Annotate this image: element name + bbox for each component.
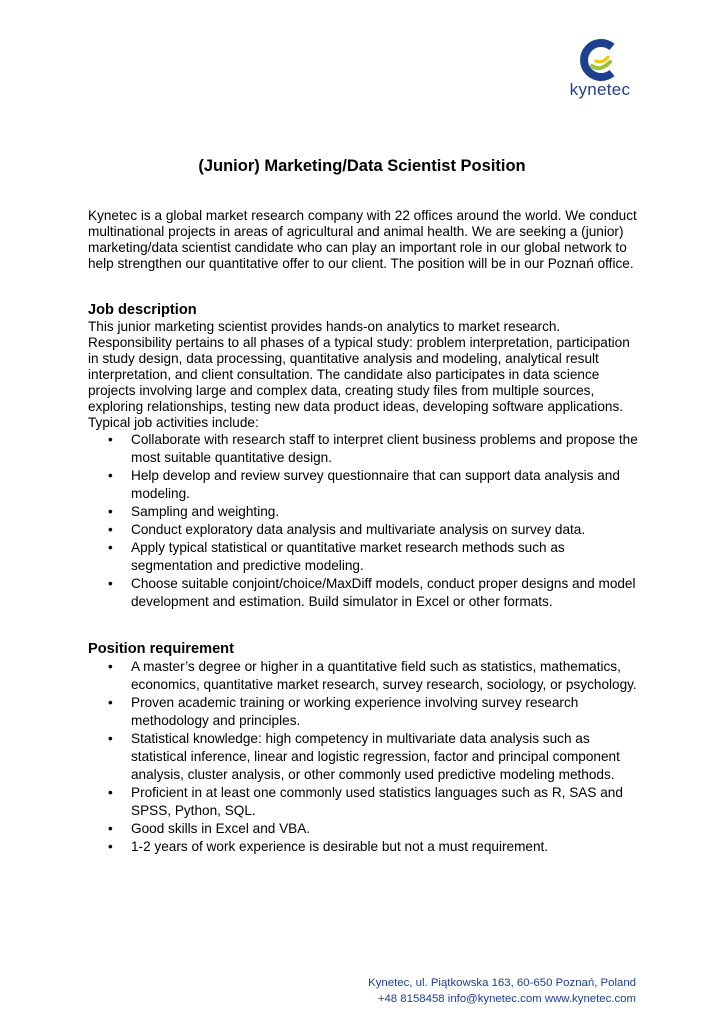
bullet-icon: • (108, 540, 113, 555)
page-title: (Junior) Marketing/Data Scientist Position (198, 157, 526, 175)
footer-address: Kynetec, ul. Piątkowska 163, 60-650 Poznań, Poland (368, 977, 636, 989)
intro-paragraph: Kynetec is a global market research company with 22 offices around the world. We conduct multinational projects in areas of agricultural and animal health. We are seeking a (junior) marketing/data scientist candidate who can play an important role in our global network to help strengthen our quantitative offer to our client. The position will be in our Poznań office. (88, 208, 637, 271)
job-description-heading: Job description (88, 302, 197, 318)
list-item: • Choose suitable conjoint/choice/MaxDiff models, conduct proper designs and model development and estimation. Build simulator in Excel or other formats. (108, 576, 636, 609)
position-requirement-heading: Position requirement (88, 641, 234, 657)
job-activities-list (108, 431, 640, 611)
list-item: • Conduct exploratory data analysis and multivariate analysis on survey data. (108, 522, 586, 537)
list-item: • Collaborate with research staff to interpret client business problems and propose the most suitable quantitative design. (108, 432, 638, 465)
footer-contact: +48 8158458 info@kynetec.com www.kynetec.com (377, 993, 636, 1005)
bullet-icon: • (108, 731, 113, 746)
bullet-icon: • (108, 695, 113, 710)
bullet-icon: • (108, 785, 113, 800)
list-item: • Apply typical statistical or quantitative market research methods such as segmentation and predictive modeling. (108, 540, 565, 573)
list-item: • 1-2 years of work experience is desirable but not a must requirement. (108, 839, 549, 854)
bullet-icon: • (108, 504, 113, 519)
job-description-paragraph: This junior marketing scientist provides hands-on analytics to market research. Responsibility pertains to all phases of a typical study: problem interpretation, participation in study design, data processing, quantitative analysis and modeling, analytical result interpretation, and client consultation. The candidate also participates in data science projects involving large and complex data, creating study files from multiple sources, exploring relationships, testing new data product ideas, developing software applications. Typical job activities include: (88, 319, 630, 430)
page-footer (368, 975, 636, 1007)
list-item: • Help develop and review survey questionnaire that can support data analysis and modeling. (108, 468, 620, 501)
list-item: • A master’s degree or higher in a quantitative field such as statistics, mathematics, economics, quantitative market research, survey research, sociology, or psychology. (108, 659, 637, 692)
list-item: • Good skills in Excel and VBA. (108, 821, 311, 836)
bullet-icon: • (108, 839, 113, 854)
logo-wordmark: kynetec (569, 80, 631, 99)
requirements-list (108, 658, 640, 856)
list-item: • Statistical knowledge: high competency in multivariate data analysis such as statistical inference, linear and logistic regression, factor and principal component analysis, cluster analysis, or other commonly used predictive modeling methods. (108, 731, 620, 782)
company-logo (566, 38, 634, 100)
list-item: • Proven academic training or working experience involving survey research methodology and principles. (108, 695, 579, 728)
kynetec-c-logo-icon (576, 38, 620, 82)
list-item: • Proficient in at least one commonly used statistics languages such as R, SAS and SPSS, Python, SQL. (108, 785, 623, 818)
bullet-icon: • (108, 576, 113, 591)
bullet-icon: • (108, 522, 113, 537)
bullet-icon: • (108, 821, 113, 836)
bullet-icon: • (108, 659, 113, 674)
bullet-icon: • (108, 432, 113, 447)
bullet-icon: • (108, 468, 113, 483)
position-requirement-section (88, 641, 640, 856)
list-item: • Sampling and weighting. (108, 504, 280, 519)
document-body (88, 208, 640, 856)
